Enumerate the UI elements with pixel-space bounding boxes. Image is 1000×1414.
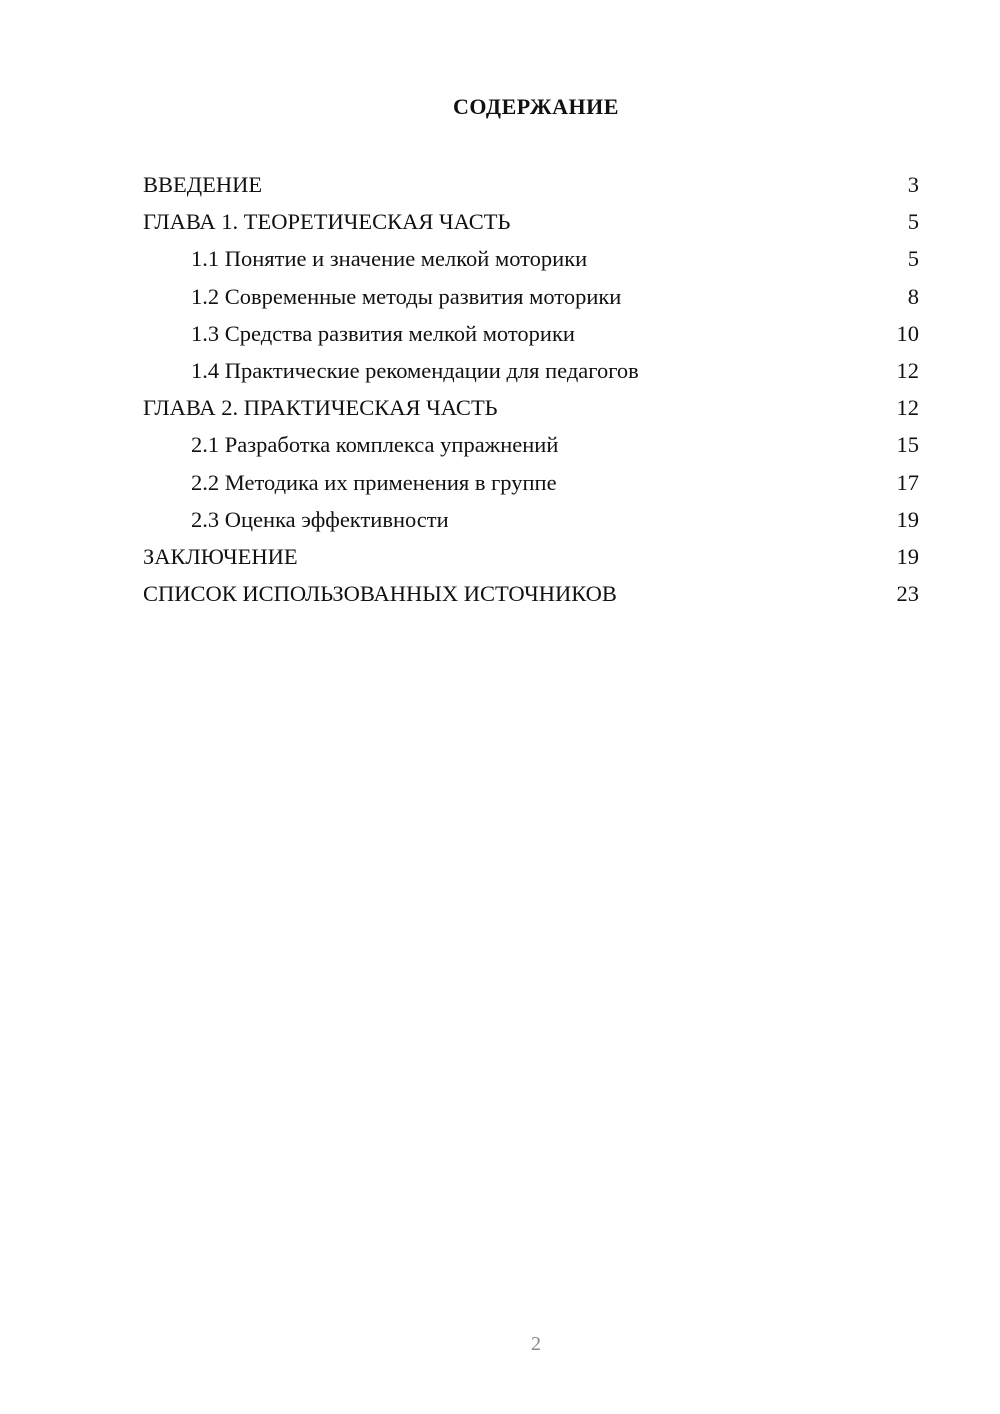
toc-entry-page: 5 xyxy=(907,246,919,272)
toc-entry-page: 8 xyxy=(907,283,919,309)
toc-entry-text: 1.1 Понятие и значение мелкой моторики xyxy=(191,246,588,272)
toc-entry-text: ГЛАВА 1. ТЕОРЕТИЧЕСКАЯ ЧАСТЬ xyxy=(143,209,511,235)
toc-entry-section-2-2[interactable] xyxy=(143,464,919,501)
toc-entry-section-1-4[interactable] xyxy=(143,352,919,389)
toc-entry-page: 19 xyxy=(896,506,919,532)
toc-entry-references[interactable] xyxy=(143,575,919,612)
toc-entry-text: 2.3 Оценка эффективности xyxy=(191,506,449,532)
toc-entry-chapter-1[interactable] xyxy=(143,203,919,240)
table-of-contents xyxy=(143,166,919,612)
toc-entry-text: 1.2 Современные методы развития моторики xyxy=(191,283,622,309)
toc-entry-text: ГЛАВА 2. ПРАКТИЧЕСКАЯ ЧАСТЬ xyxy=(143,395,498,421)
toc-entry-section-1-2[interactable] xyxy=(143,278,919,315)
toc-entry-page: 12 xyxy=(896,357,919,383)
page-title: СОДЕРЖАНИЕ xyxy=(453,94,619,119)
toc-entry-text: ЗАКЛЮЧЕНИЕ xyxy=(143,543,298,569)
toc-entry-conclusion[interactable] xyxy=(143,538,919,575)
toc-entry-text: СПИСОК ИСПОЛЬЗОВАННЫХ ИСТОЧНИКОВ xyxy=(143,581,617,607)
toc-entry-text: 1.3 Средства развития мелкой моторики xyxy=(191,320,575,346)
toc-entry-page: 10 xyxy=(896,320,919,346)
toc-entry-text: 1.4 Практические рекомендации для педагогов xyxy=(191,357,639,383)
toc-entry-text: ВВЕДЕНИЕ xyxy=(143,172,263,197)
toc-entry-section-1-1[interactable] xyxy=(143,240,919,277)
toc-entry-section-2-1[interactable] xyxy=(143,426,919,463)
toc-entry-page: 19 xyxy=(896,543,919,569)
toc-entry-text: 2.1 Разработка комплекса упражнений xyxy=(191,432,559,458)
toc-entry-chapter-2[interactable] xyxy=(143,389,919,426)
toc-entry-introduction[interactable] xyxy=(143,166,919,203)
toc-entry-section-1-3[interactable] xyxy=(143,315,919,352)
toc-entry-page: 5 xyxy=(907,209,919,235)
toc-entry-section-2-3[interactable] xyxy=(143,501,919,538)
toc-entry-page: 23 xyxy=(896,581,919,607)
toc-entry-page: 3 xyxy=(907,172,919,197)
toc-entry-page: 15 xyxy=(896,432,919,458)
toc-entry-text: 2.2 Методика их применения в группе xyxy=(191,469,557,495)
toc-entry-page: 12 xyxy=(896,395,919,421)
page-number: 2 xyxy=(531,1333,541,1355)
toc-entry-page: 17 xyxy=(896,469,919,495)
